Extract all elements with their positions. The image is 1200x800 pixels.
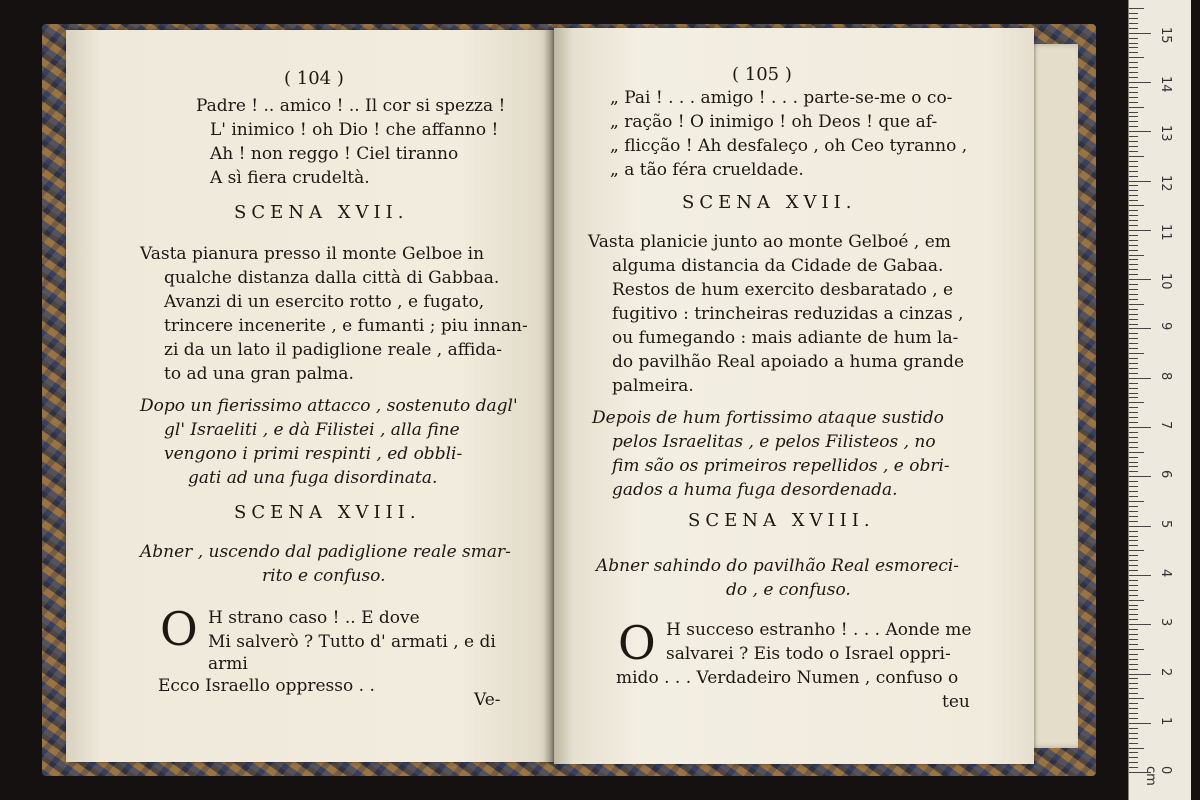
ruler-tick xyxy=(1129,23,1138,24)
back-endpaper xyxy=(1030,44,1078,748)
ruler-tick xyxy=(1129,733,1138,734)
ruler-tick xyxy=(1129,185,1138,186)
ruler-tick xyxy=(1129,136,1138,137)
ruler-tick xyxy=(1129,235,1138,236)
ruler-tick xyxy=(1129,412,1138,413)
drop-cap: O xyxy=(618,616,656,670)
ruler-number: 13 xyxy=(1158,125,1173,142)
ruler-tick xyxy=(1129,590,1138,591)
ruler-tick xyxy=(1129,688,1138,689)
ruler-tick xyxy=(1129,743,1138,744)
verse-line: „ flicção ! Ah desfaleço , oh Ceo tyranno , xyxy=(610,136,968,156)
ruler-tick xyxy=(1129,57,1144,58)
ruler-tick xyxy=(1129,52,1138,53)
verse-line: A sì fiera crudeltà. xyxy=(210,168,370,188)
ruler-tick xyxy=(1129,708,1138,709)
ruler-tick xyxy=(1129,121,1138,122)
ruler-tick xyxy=(1129,496,1138,497)
dialogue-line: Mi salverò ? Tutto d' armati , e di xyxy=(208,632,496,652)
ruler-tick xyxy=(1129,353,1144,354)
dialogue-line: Ecco Israello oppresso . . xyxy=(158,676,375,696)
catchword: Ve- xyxy=(474,690,501,710)
dialogue-line: mido . . . Verdadeiro Numen , confuso o xyxy=(616,668,959,688)
left-page xyxy=(66,30,558,762)
ruler-tick xyxy=(1129,47,1138,48)
abner-direction-line: do , e confuso. xyxy=(726,580,851,600)
ruler-tick xyxy=(1129,432,1138,433)
dialogue-line: teu xyxy=(942,692,970,712)
ruler-tick xyxy=(1129,141,1138,142)
ruler-tick xyxy=(1129,462,1138,463)
ruler-tick xyxy=(1129,486,1138,487)
ruler-tick xyxy=(1129,600,1144,601)
ruler-number: 12 xyxy=(1158,174,1173,192)
ruler-tick xyxy=(1129,585,1138,586)
page-number: ( 105 ) xyxy=(732,64,792,85)
ruler-tick xyxy=(1129,516,1138,517)
verse-line: „ ração ! O inimigo ! oh Deos ! que af- xyxy=(610,112,938,132)
drop-cap: O xyxy=(160,602,198,656)
ruler-tick xyxy=(1129,13,1138,14)
ruler-tick xyxy=(1129,402,1144,403)
ruler-tick xyxy=(1129,609,1138,610)
ruler-tick xyxy=(1129,77,1138,78)
ruler-tick xyxy=(1129,324,1138,325)
ruler-tick xyxy=(1129,595,1138,596)
ruler-tick xyxy=(1129,82,1151,83)
ruler-tick xyxy=(1129,358,1138,359)
setting-line: fugitivo : trincheiras reduzidas a cinzas , xyxy=(612,304,964,324)
ruler-number: 10 xyxy=(1158,273,1173,290)
ruler-tick xyxy=(1129,259,1138,260)
ruler-tick xyxy=(1129,245,1138,246)
ruler-tick xyxy=(1129,471,1138,472)
ruler-tick xyxy=(1129,393,1138,394)
ruler-tick xyxy=(1129,116,1138,117)
ruler-tick xyxy=(1129,417,1138,418)
ruler-tick xyxy=(1129,629,1138,630)
verse-line: Padre ! .. amico ! .. Il cor si spezza ! xyxy=(196,96,506,116)
ruler-tick xyxy=(1129,92,1138,93)
scene-heading: SCENA XVIII. xyxy=(234,502,421,523)
ruler-tick xyxy=(1129,279,1151,280)
ruler-tick xyxy=(1129,634,1138,635)
ruler-tick xyxy=(1129,131,1151,132)
ruler-tick xyxy=(1129,442,1138,443)
ruler-tick xyxy=(1129,639,1138,640)
right-page xyxy=(554,28,1034,764)
stage-direction-line: gados a huma fuga desordenada. xyxy=(612,480,898,500)
ruler-tick xyxy=(1129,338,1138,339)
ruler-tick xyxy=(1129,97,1138,98)
ruler-tick xyxy=(1129,215,1138,216)
ruler-tick xyxy=(1129,18,1138,19)
ruler-tick xyxy=(1129,748,1144,749)
ruler-tick xyxy=(1129,368,1138,369)
verse-line: Ah ! non reggo ! Ciel tiranno xyxy=(210,144,459,164)
ruler-tick xyxy=(1129,693,1138,694)
ruler-tick xyxy=(1129,447,1138,448)
ruler-tick xyxy=(1129,220,1138,221)
ruler-tick xyxy=(1129,264,1138,265)
ruler-tick xyxy=(1129,67,1138,68)
ruler-tick xyxy=(1129,171,1138,172)
ruler-tick xyxy=(1129,161,1138,162)
ruler-tick xyxy=(1129,752,1138,753)
ruler-number: 2 xyxy=(1158,667,1173,676)
ruler-number: 1 xyxy=(1158,716,1173,726)
ruler-tick xyxy=(1129,72,1138,73)
ruler-tick xyxy=(1129,481,1138,482)
dialogue-line: salvarei ? Eis todo o Israel oppri- xyxy=(666,644,951,664)
ruler-tick xyxy=(1129,669,1138,670)
ruler-tick xyxy=(1129,452,1144,453)
ruler-tick xyxy=(1129,240,1138,241)
ruler-tick xyxy=(1129,210,1138,211)
ruler-tick xyxy=(1129,102,1138,103)
setting-line: ou fumegando : mais adiante de hum la- xyxy=(612,328,959,348)
ruler-number: 11 xyxy=(1158,223,1173,241)
stage-direction-line: gati ad una fuga disordinata. xyxy=(188,468,438,488)
ruler-tick xyxy=(1129,151,1138,152)
ruler-tick xyxy=(1129,466,1138,467)
dialogue-line: armi xyxy=(208,654,248,674)
setting-line: alguma distancia da Cidade de Gabaa. xyxy=(612,256,944,276)
ruler-tick xyxy=(1129,146,1138,147)
ruler-tick xyxy=(1129,309,1138,310)
ruler-tick xyxy=(1129,526,1151,527)
ruler-tick xyxy=(1129,738,1138,739)
stage-direction-line: vengono i primi respinti , ed obbli- xyxy=(164,444,463,464)
ruler-tick xyxy=(1129,540,1138,541)
ruler-tick xyxy=(1129,723,1151,724)
ruler-tick xyxy=(1129,294,1138,295)
scene-heading: SCENA XVIII. xyxy=(688,510,875,531)
setting-line: zi da un lato il padiglione reale , affida- xyxy=(164,340,503,360)
dialogue-line: H succeso estranho ! . . . Aonde me xyxy=(666,620,972,640)
ruler-tick xyxy=(1129,388,1138,389)
ruler-tick xyxy=(1129,250,1138,251)
ruler-tick xyxy=(1129,664,1138,665)
ruler-tick xyxy=(1129,343,1138,344)
ruler-tick xyxy=(1129,683,1138,684)
ruler-tick xyxy=(1129,126,1138,127)
setting-line: Vasta pianura presso il monte Gelboe in xyxy=(140,244,485,264)
ruler-tick xyxy=(1129,225,1138,226)
stage-direction-line: Depois de hum fortissimo ataque sustido xyxy=(592,408,944,428)
ruler-tick xyxy=(1129,363,1138,364)
ruler-tick xyxy=(1129,674,1151,675)
ruler-tick xyxy=(1129,757,1138,758)
ruler-number: 6 xyxy=(1158,470,1173,479)
ruler-tick xyxy=(1129,698,1144,699)
verse-line: L' inimico ! oh Dio ! che affanno ! xyxy=(210,120,499,140)
ruler-tick xyxy=(1129,255,1144,256)
ruler-number: 3 xyxy=(1158,618,1173,627)
ruler-tick xyxy=(1129,176,1138,177)
ruler-tick xyxy=(1129,422,1138,423)
ruler-tick xyxy=(1129,728,1138,729)
ruler-tick xyxy=(1129,378,1151,379)
ruler-tick xyxy=(1129,762,1138,763)
ruler-number: 0 cm xyxy=(1143,766,1173,786)
ruler-tick xyxy=(1129,43,1138,44)
ruler-tick xyxy=(1129,654,1138,655)
ruler-number: 7 xyxy=(1158,421,1173,430)
ruler-tick xyxy=(1129,457,1138,458)
ruler-tick xyxy=(1129,190,1138,191)
ruler-tick xyxy=(1129,274,1138,275)
ruler-tick xyxy=(1129,38,1138,39)
ruler-tick xyxy=(1129,678,1138,679)
ruler-tick xyxy=(1129,619,1138,620)
ruler-tick xyxy=(1129,107,1144,108)
setting-line: palmeira. xyxy=(612,376,694,396)
ruler-tick xyxy=(1129,536,1138,537)
ruler-tick xyxy=(1129,624,1151,625)
ruler-tick xyxy=(1129,230,1151,231)
ruler-tick xyxy=(1129,427,1151,428)
setting-line: Restos de hum exercito desbaratado , e xyxy=(612,280,954,300)
ruler-tick xyxy=(1129,348,1138,349)
ruler-tick xyxy=(1129,565,1138,566)
ruler-tick xyxy=(1129,289,1138,290)
setting-line: Vasta planicie junto ao monte Gelboé , em xyxy=(588,232,951,252)
ruler-tick xyxy=(1129,156,1144,157)
ruler-tick xyxy=(1129,407,1138,408)
ruler-number: 15 xyxy=(1158,26,1173,44)
verse-line: „ Pai ! . . . amigo ! . . . parte-se-me o co- xyxy=(610,88,953,108)
ruler-number: 14 xyxy=(1158,75,1173,93)
ruler-tick xyxy=(1129,269,1138,270)
ruler-tick xyxy=(1129,299,1138,300)
ruler-tick xyxy=(1129,112,1138,113)
ruler-tick xyxy=(1129,575,1151,576)
ruler-tick xyxy=(1129,284,1138,285)
ruler-tick xyxy=(1129,195,1138,196)
ruler-tick xyxy=(1129,560,1138,561)
setting-line: trincere incenerite , e fumanti ; piu innan- xyxy=(164,316,528,336)
ruler-tick xyxy=(1129,205,1144,206)
ruler-tick xyxy=(1129,28,1138,29)
ruler-tick xyxy=(1129,383,1138,384)
ruler-tick xyxy=(1129,87,1138,88)
ruler-tick xyxy=(1129,333,1138,334)
ruler-tick xyxy=(1129,644,1138,645)
ruler-tick xyxy=(1129,437,1138,438)
ruler-tick xyxy=(1129,373,1138,374)
ruler-tick xyxy=(1129,767,1138,768)
ruler-tick xyxy=(1129,506,1138,507)
stage-direction-line: pelos Israelitas , e pelos Filisteos , no xyxy=(612,432,936,452)
ruler-tick xyxy=(1129,555,1138,556)
stage-direction-line: fim são os primeiros repellidos , e obri- xyxy=(612,456,950,476)
ruler-tick xyxy=(1129,511,1138,512)
ruler-tick xyxy=(1129,8,1144,9)
setting-line: do pavilhão Real apoiado a huma grande xyxy=(612,352,965,372)
ruler-tick xyxy=(1129,314,1138,315)
stage-direction-line: gl' Israeliti , e dà Filistei , alla fine xyxy=(164,420,460,440)
ruler-tick xyxy=(1129,328,1151,329)
ruler-number: 9 xyxy=(1158,322,1173,331)
ruler-tick xyxy=(1129,703,1138,704)
abner-direction-line: rito e confuso. xyxy=(262,566,386,586)
ruler-tick xyxy=(1129,200,1138,201)
ruler-tick xyxy=(1129,713,1138,714)
ruler-number: 5 xyxy=(1158,519,1173,528)
ruler-tick xyxy=(1129,580,1138,581)
ruler-tick xyxy=(1129,304,1144,305)
page-number: ( 104 ) xyxy=(284,68,344,89)
ruler-tick xyxy=(1129,718,1138,719)
ruler-tick xyxy=(1129,545,1138,546)
ruler-number: 8 xyxy=(1158,371,1173,381)
measurement-ruler xyxy=(1128,0,1191,800)
verse-line: „ a tão féra crueldade. xyxy=(610,160,804,180)
scene-heading: SCENA XVII. xyxy=(682,192,857,213)
ruler-tick xyxy=(1129,181,1151,182)
ruler-tick xyxy=(1129,166,1138,167)
ruler-tick xyxy=(1129,550,1144,551)
stage-direction-line: Dopo un fierissimo attacco , sostenuto dagl' xyxy=(140,396,518,416)
scene-heading: SCENA XVII. xyxy=(234,202,409,223)
ruler-tick xyxy=(1129,659,1138,660)
dialogue-line: H strano caso ! .. E dove xyxy=(208,608,420,628)
ruler-tick xyxy=(1129,62,1138,63)
abner-direction-line: Abner sahindo do pavilhão Real esmoreci- xyxy=(596,556,960,576)
ruler-tick xyxy=(1129,570,1138,571)
ruler-tick xyxy=(1129,614,1138,615)
ruler-tick xyxy=(1129,501,1144,502)
abner-direction-line: Abner , uscendo dal padiglione reale smar- xyxy=(140,542,511,562)
setting-line: to ad una gran palma. xyxy=(164,364,354,384)
ruler-tick xyxy=(1129,397,1138,398)
ruler-tick xyxy=(1129,476,1151,477)
ruler-tick xyxy=(1129,531,1138,532)
ruler-tick xyxy=(1129,491,1138,492)
setting-line: qualche distanza dalla città di Gabbaa. xyxy=(164,268,500,288)
ruler-tick xyxy=(1129,649,1144,650)
ruler-tick xyxy=(1129,33,1151,34)
ruler-tick xyxy=(1129,521,1138,522)
ruler-tick xyxy=(1129,605,1138,606)
ruler-number: 4 xyxy=(1158,568,1173,578)
ruler-tick xyxy=(1129,319,1138,320)
setting-line: Avanzi di un esercito rotto , e fugato, xyxy=(164,292,485,312)
